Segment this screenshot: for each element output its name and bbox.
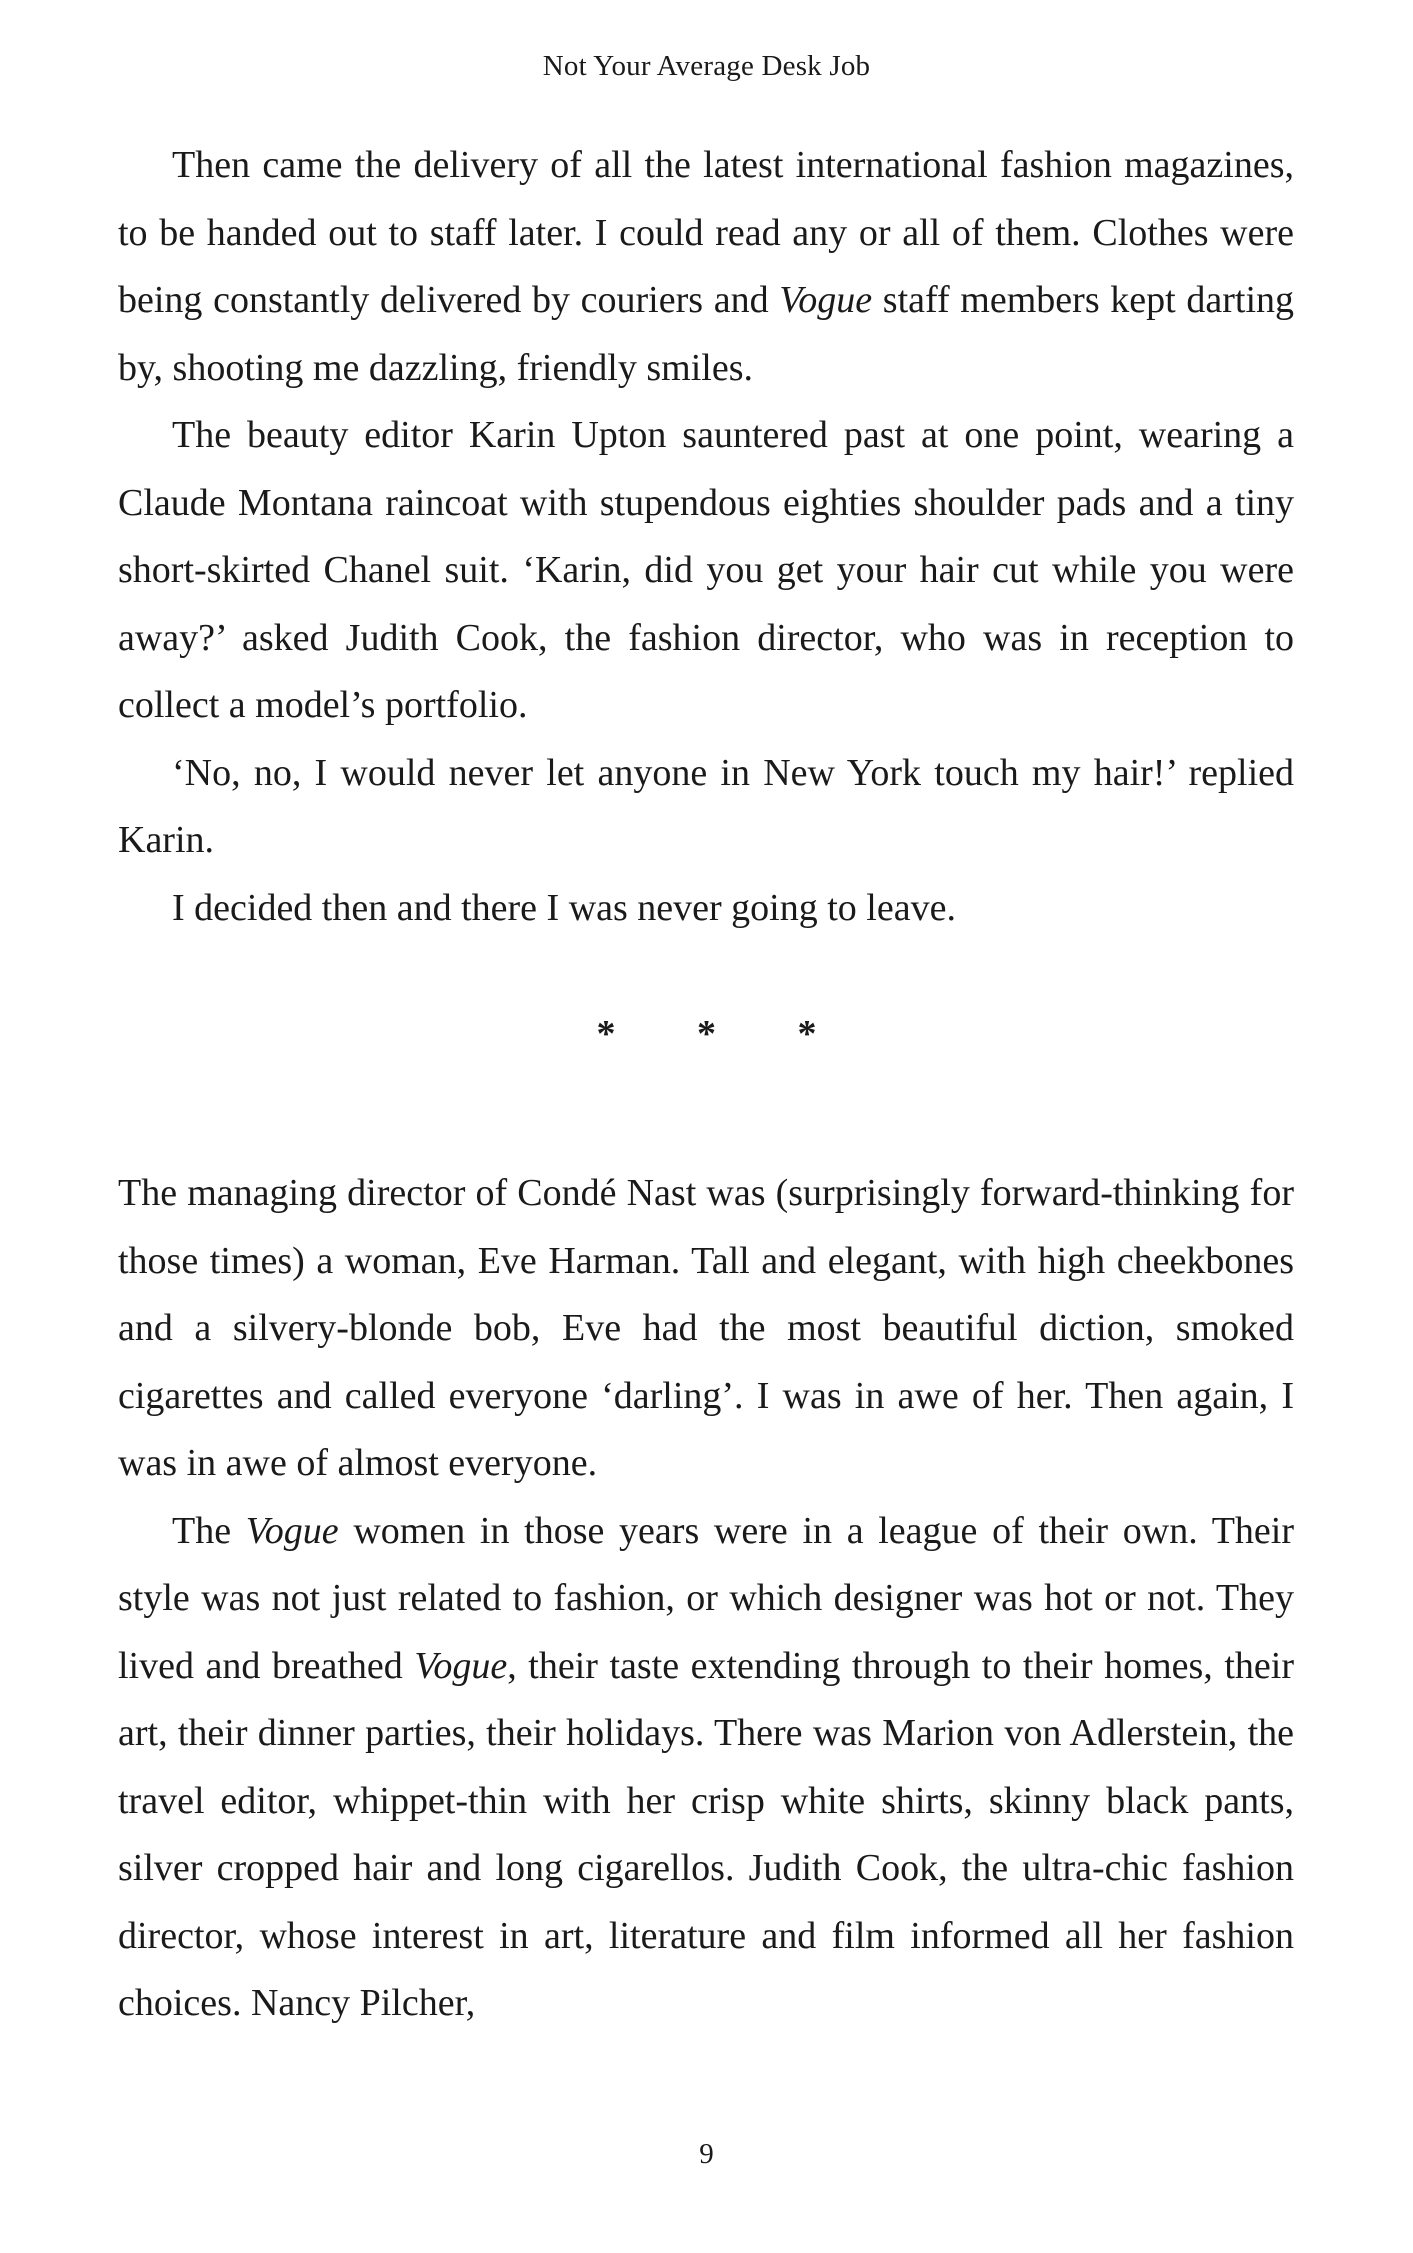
section-break: * * * — [596, 1013, 817, 1055]
paragraph-karin-upton: The beauty editor Karin Upton sauntered past at one point, wearing a Claude Montana raincoat with stupendous eighties shoulder pads and a tiny short-skirted Chanel suit. ‘Karin, did you get your hair cut while you were away?’ asked Judith Cook, the fashion director, who was in reception to collect a model’s portfolio. — [118, 414, 1294, 726]
magazine-title: Vogue — [245, 1509, 339, 1552]
paragraph-delivery: Then came the delivery of all the latest international fashion magazines, to be handed out to staff later. I could read any or all of them. Clothes were being constantly delivered by couriers and Vogue staff members kept darting by, shooting me dazzling, friendly smiles. — [118, 144, 1294, 389]
paragraph-managing-director: The managing director of Condé Nast was (surprisingly forward-thinking for those times) a woman, Eve Harman. Tall and elegant, with high cheekbones and a silvery-blonde bob, Eve had the most beautiful diction, smoked cigarettes and called everyone ‘darling’. I was in awe of her. Then again, I was in awe of almost everyone. — [118, 1172, 1294, 1484]
paragraph-decision: I decided then and there I was never going to leave. — [172, 886, 956, 929]
paragraph-vogue-women: The Vogue women in those years were in a league of their own. Their style was not just related to fashion, or which designer was hot or not. They lived and breathed Vogue, their taste extending through to their homes, their art, their dinner parties, their holidays. There was Marion von Adlerstein, the travel editor, whippet-thin with her crisp white shirts, skinny black pants, silver cropped hair and long cigarellos. Judith Cook, the ultra-chic fashion director, whose interest in art, literature and film informed all her fashion choices. Nancy Pilcher, — [118, 1509, 1295, 2024]
section-2 — [118, 1160, 1294, 2038]
magazine-title: Vogue — [779, 279, 873, 321]
paragraph-karin-reply: ‘No, no, I would never let anyone in New York touch my hair!’ replied Karin. — [118, 751, 1294, 861]
page-number: 9 — [699, 2138, 714, 2170]
section-1 — [118, 132, 1294, 942]
running-head: Not Your Average Desk Job — [542, 50, 871, 82]
magazine-title: Vogue — [414, 1644, 508, 1687]
